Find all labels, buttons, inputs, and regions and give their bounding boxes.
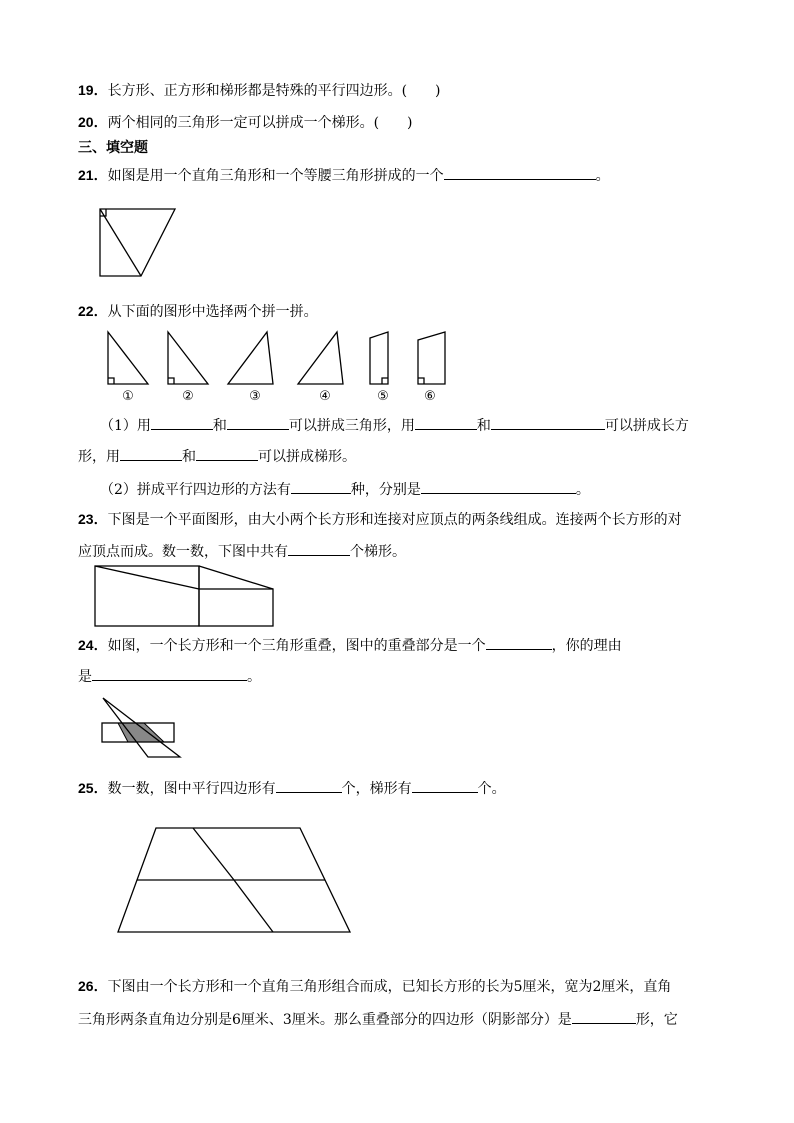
right-angle-mark: [418, 378, 424, 384]
text: 个梯形。: [350, 544, 406, 560]
answer-blank[interactable]: [92, 665, 247, 681]
figure-q25-trapezoid: [115, 825, 355, 937]
shape-label: ④: [319, 389, 331, 404]
question-24-cont: [78, 665, 261, 687]
question-19: [78, 80, 441, 101]
answer-blank[interactable]: [276, 777, 342, 793]
answer-blank[interactable]: [415, 414, 477, 430]
figure-q22-shapes: [100, 330, 460, 402]
shape-2: [168, 332, 208, 384]
shape-label: ⑤: [377, 389, 389, 404]
shape-4: [298, 332, 343, 384]
answer-blank[interactable]: [120, 445, 182, 461]
question-text: 数一数，图中平行四边形有: [107, 781, 276, 797]
question-text: 从下面的图形中选择两个拼一拼。: [107, 304, 318, 320]
shape-label: ①: [122, 389, 134, 404]
text: （1）用: [100, 418, 151, 434]
text: 可以拼成三角形，用: [288, 418, 415, 434]
question-text: 下图是一个平面图形，由大小两个长方形和连接对应顶点的两条线组成。连接两个长方形的对: [107, 512, 682, 528]
shape-label: ③: [249, 389, 261, 404]
trapezoid-diagonal: [100, 209, 141, 276]
answer-blank[interactable]: [151, 414, 213, 430]
question-number: 19．: [78, 82, 108, 98]
figure-q24-overlap: [100, 695, 185, 765]
text: 形，用: [78, 449, 120, 465]
question-number: 25．: [78, 780, 108, 796]
question-22: [78, 301, 318, 322]
text: 和: [476, 418, 491, 434]
answer-blank[interactable]: [288, 540, 350, 556]
answer-blank[interactable]: [227, 414, 289, 430]
shape-1: [108, 332, 148, 384]
shape-3: [228, 332, 273, 384]
question-21: [78, 164, 610, 186]
shape-label: ⑥: [424, 389, 436, 404]
shape-label: ②: [182, 389, 194, 404]
text: 和: [212, 418, 227, 434]
question-22-part1-cont: [78, 445, 356, 467]
answer-blank[interactable]: [444, 164, 596, 180]
text: 是: [78, 669, 92, 685]
question-number: 21．: [78, 167, 108, 183]
text: 个。: [477, 781, 506, 797]
triangle: [103, 698, 180, 757]
question-20: [78, 112, 413, 133]
text: 应顶点而成。数一数，下图中共有: [78, 544, 288, 560]
text: ，你的理由: [551, 638, 622, 654]
question-26: [78, 976, 671, 997]
answer-blank[interactable]: [196, 445, 258, 461]
question-number: 23．: [78, 511, 108, 527]
text: 形，它: [635, 1012, 678, 1028]
section-heading: 三、填空题: [78, 140, 148, 156]
question-23-cont: [78, 540, 406, 562]
question-23: [78, 509, 682, 530]
question-text: 长方形、正方形和梯形都是特殊的平行四边形。( ): [107, 83, 441, 99]
answer-blank[interactable]: [412, 777, 478, 793]
text: 可以拼成梯形。: [258, 449, 356, 465]
question-22-part1: [100, 414, 689, 436]
question-text: 两个相同的三角形一定可以拼成一个梯形。( ): [107, 115, 413, 131]
answer-blank[interactable]: [421, 478, 576, 494]
question-22-part2: [100, 478, 590, 500]
shape-5: [370, 332, 388, 384]
question-text: 如图，一个长方形和一个三角形重叠，图中的重叠部分是一个: [107, 638, 486, 654]
answer-blank[interactable]: [486, 634, 552, 650]
text: 个，梯形有: [341, 781, 412, 797]
question-text: 如图是用一个直角三角形和一个等腰三角形拼成的一个: [107, 168, 444, 184]
answer-blank[interactable]: [572, 1008, 636, 1024]
text: 。: [575, 482, 590, 498]
inner-line-upper: [193, 828, 234, 880]
figure-q21-trapezoid: [95, 205, 185, 280]
shape-6: [418, 332, 445, 384]
question-24: [78, 634, 622, 656]
question-number: 22．: [78, 303, 108, 319]
question-number: 20．: [78, 114, 108, 130]
text: 种，分别是: [350, 482, 421, 498]
right-angle-mark: [382, 378, 388, 384]
connecting-line-top: [95, 566, 199, 589]
question-number: 26．: [78, 978, 108, 994]
right-angle-mark: [108, 378, 114, 384]
answer-blank[interactable]: [491, 414, 605, 430]
text: 可以拼成长方: [604, 418, 689, 434]
trapezoid-outline: [100, 209, 175, 276]
answer-blank[interactable]: [291, 478, 351, 494]
punctuation: 。: [595, 168, 610, 184]
connecting-line-right: [199, 566, 273, 589]
figure-q23-rectangles: [93, 563, 278, 629]
question-number: 24．: [78, 637, 108, 653]
inner-line-lower: [234, 880, 273, 932]
text: 和: [182, 449, 196, 465]
question-25: [78, 777, 506, 799]
large-rectangle: [95, 566, 199, 626]
question-text: 下图由一个长方形和一个直角三角形组合而成，已知长方形的长为5厘米，宽为2厘米，直角: [107, 979, 672, 995]
text: （2）拼成平行四边形的方法有: [100, 482, 291, 498]
small-rectangle: [199, 589, 273, 626]
text: 。: [247, 669, 261, 685]
right-angle-mark: [168, 378, 174, 384]
text: 三角形两条直角边分别是6厘米、3厘米。那么重叠部分的四边形（阴影部分）是: [78, 1012, 572, 1028]
question-26-cont: [78, 1008, 678, 1030]
